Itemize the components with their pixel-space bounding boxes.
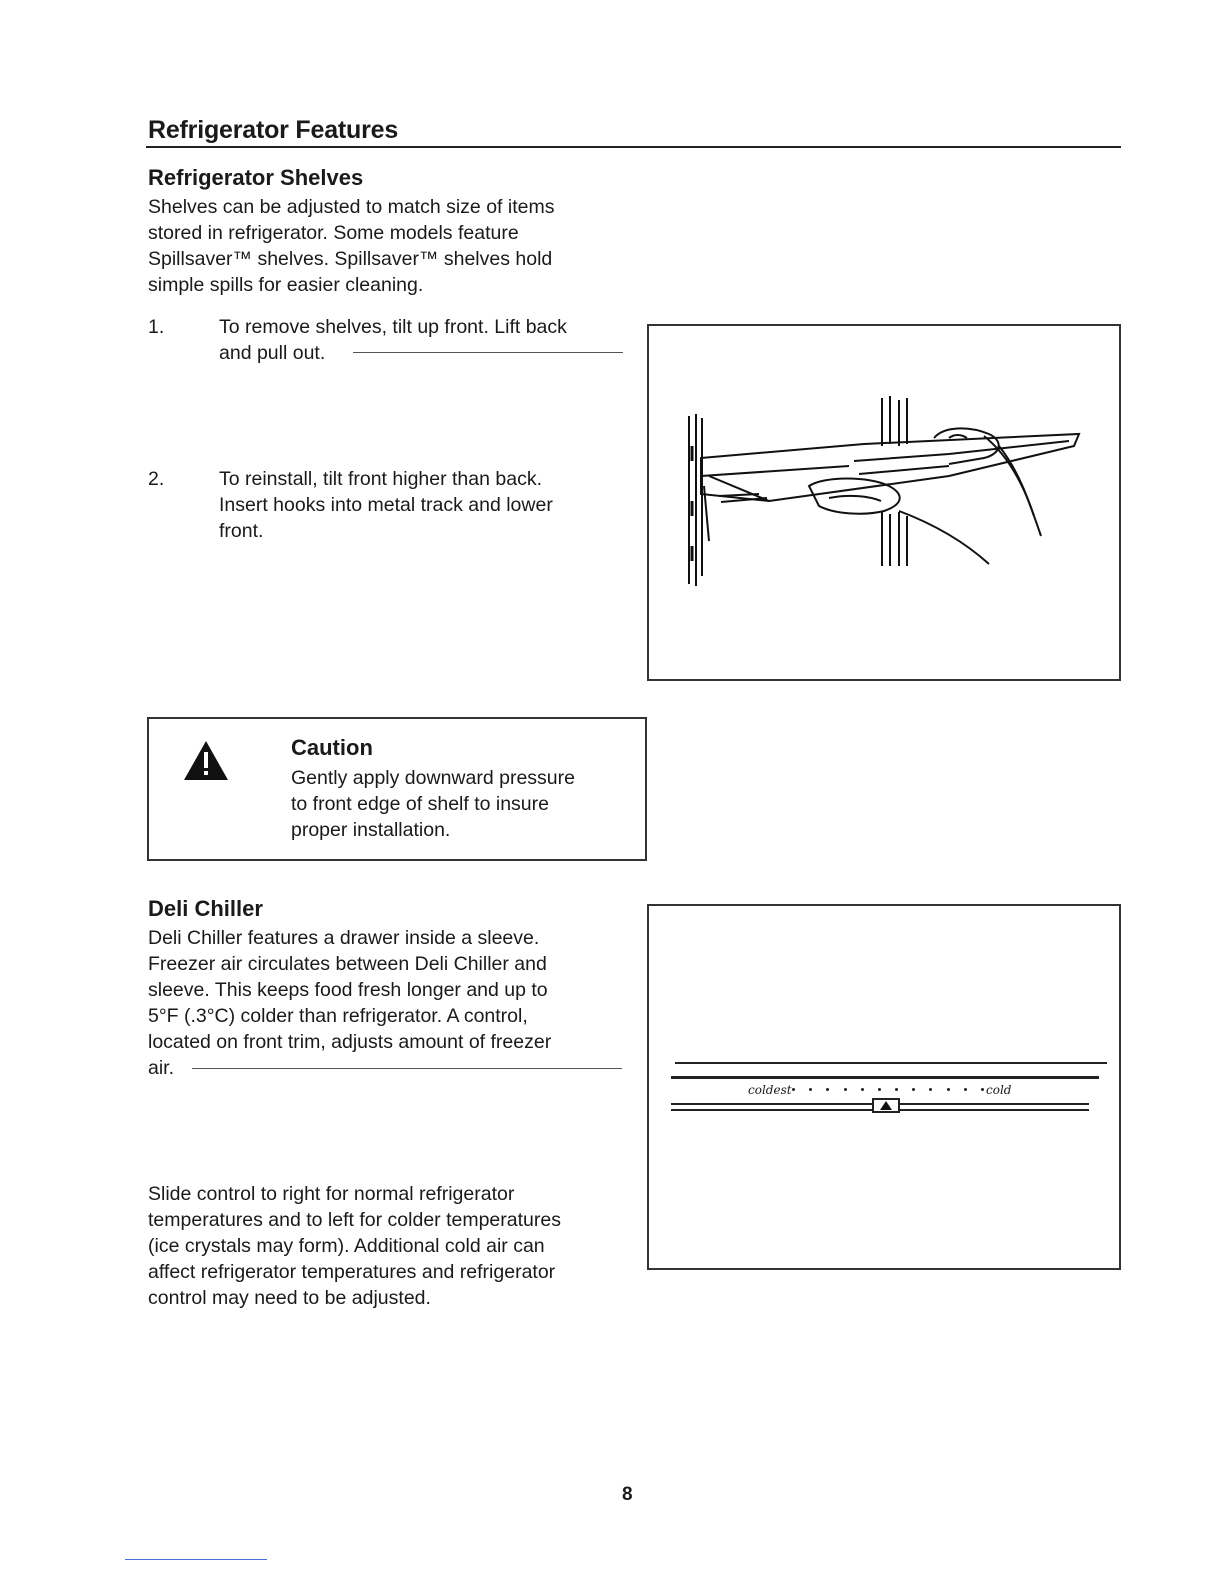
footer-line [125,1559,267,1560]
arrow-up-icon [880,1101,892,1110]
deli-intro-line: 5°F (.3°C) colder than refrigerator. A control, [148,1005,528,1027]
deli-control-line: affect refrigerator temperatures and refrigerator [148,1261,556,1283]
shelf-illustration-box [647,324,1121,681]
caution-line: Gently apply downward pressure [291,767,575,789]
shelves-intro [148,194,648,298]
page-number: 8 [622,1484,633,1505]
deli-heading: Deli Chiller [148,896,263,921]
caution-title: Caution [291,735,373,760]
deli-control-line: temperatures and to left for colder temperatures [148,1209,561,1231]
shelves-intro-line: Shelves can be adjusted to match size of items [148,196,555,218]
step-1-line: and pull out. [219,342,326,364]
deli-intro-line: located on front trim, adjusts amount of freezer [148,1031,552,1053]
trim-line [671,1076,1099,1079]
control-scale-dots [792,1082,984,1096]
coldest-label: coldest [748,1083,792,1097]
trim-line [675,1062,1107,1064]
caution-box [147,717,647,861]
step-2-number: 2. [148,468,165,490]
caution-line: proper installation. [291,819,451,841]
deli-control-line: control may need to be adjusted. [148,1287,431,1309]
title-rule [146,146,1121,148]
deli-slide-control[interactable] [872,1098,900,1113]
cold-label: cold [986,1083,1012,1097]
caution-line: to front edge of shelf to insure [291,793,549,815]
shelves-intro-line: stored in refrigerator. Some models feature [148,222,519,244]
shelf-removal-illustration [649,326,1119,679]
step-1-line: To remove shelves, tilt up front. Lift back [219,316,567,338]
shelves-intro-line: simple spills for easier cleaning. [148,274,424,296]
shelves-intro-line: Spillsaver™ shelves. Spillsaver™ shelves hold [148,248,553,270]
warning-triangle-icon [182,738,230,782]
step-2-line: To reinstall, tilt front higher than back. [219,468,542,490]
step-2-text [219,466,639,544]
deli-intro-line: Deli Chiller features a drawer inside a sleeve. [148,927,540,949]
deli-control-line: (ice crystals may form). Additional cold air can [148,1235,545,1257]
deli-leader-line [192,1068,622,1069]
step-2-line: Insert hooks into metal track and lower [219,494,553,516]
deli-intro-line: air. [148,1057,175,1079]
deli-intro [148,925,638,1081]
deli-control-text [148,1181,638,1311]
page-title: Refrigerator Features [148,116,399,144]
deli-intro-line: sleeve. This keeps food fresh longer and up to [148,979,548,1001]
shelves-heading: Refrigerator Shelves [148,165,364,190]
caution-text [291,765,641,843]
deli-intro-line: Freezer air circulates between Deli Chiller and [148,953,547,975]
step-1-number: 1. [148,316,165,338]
step-1-leader-line [353,352,623,353]
step-2-line: front. [219,520,264,542]
deli-control-illustration-box [647,904,1121,1270]
step-1-text [219,314,639,366]
deli-control-line: Slide control to right for normal refrigerator [148,1183,515,1205]
